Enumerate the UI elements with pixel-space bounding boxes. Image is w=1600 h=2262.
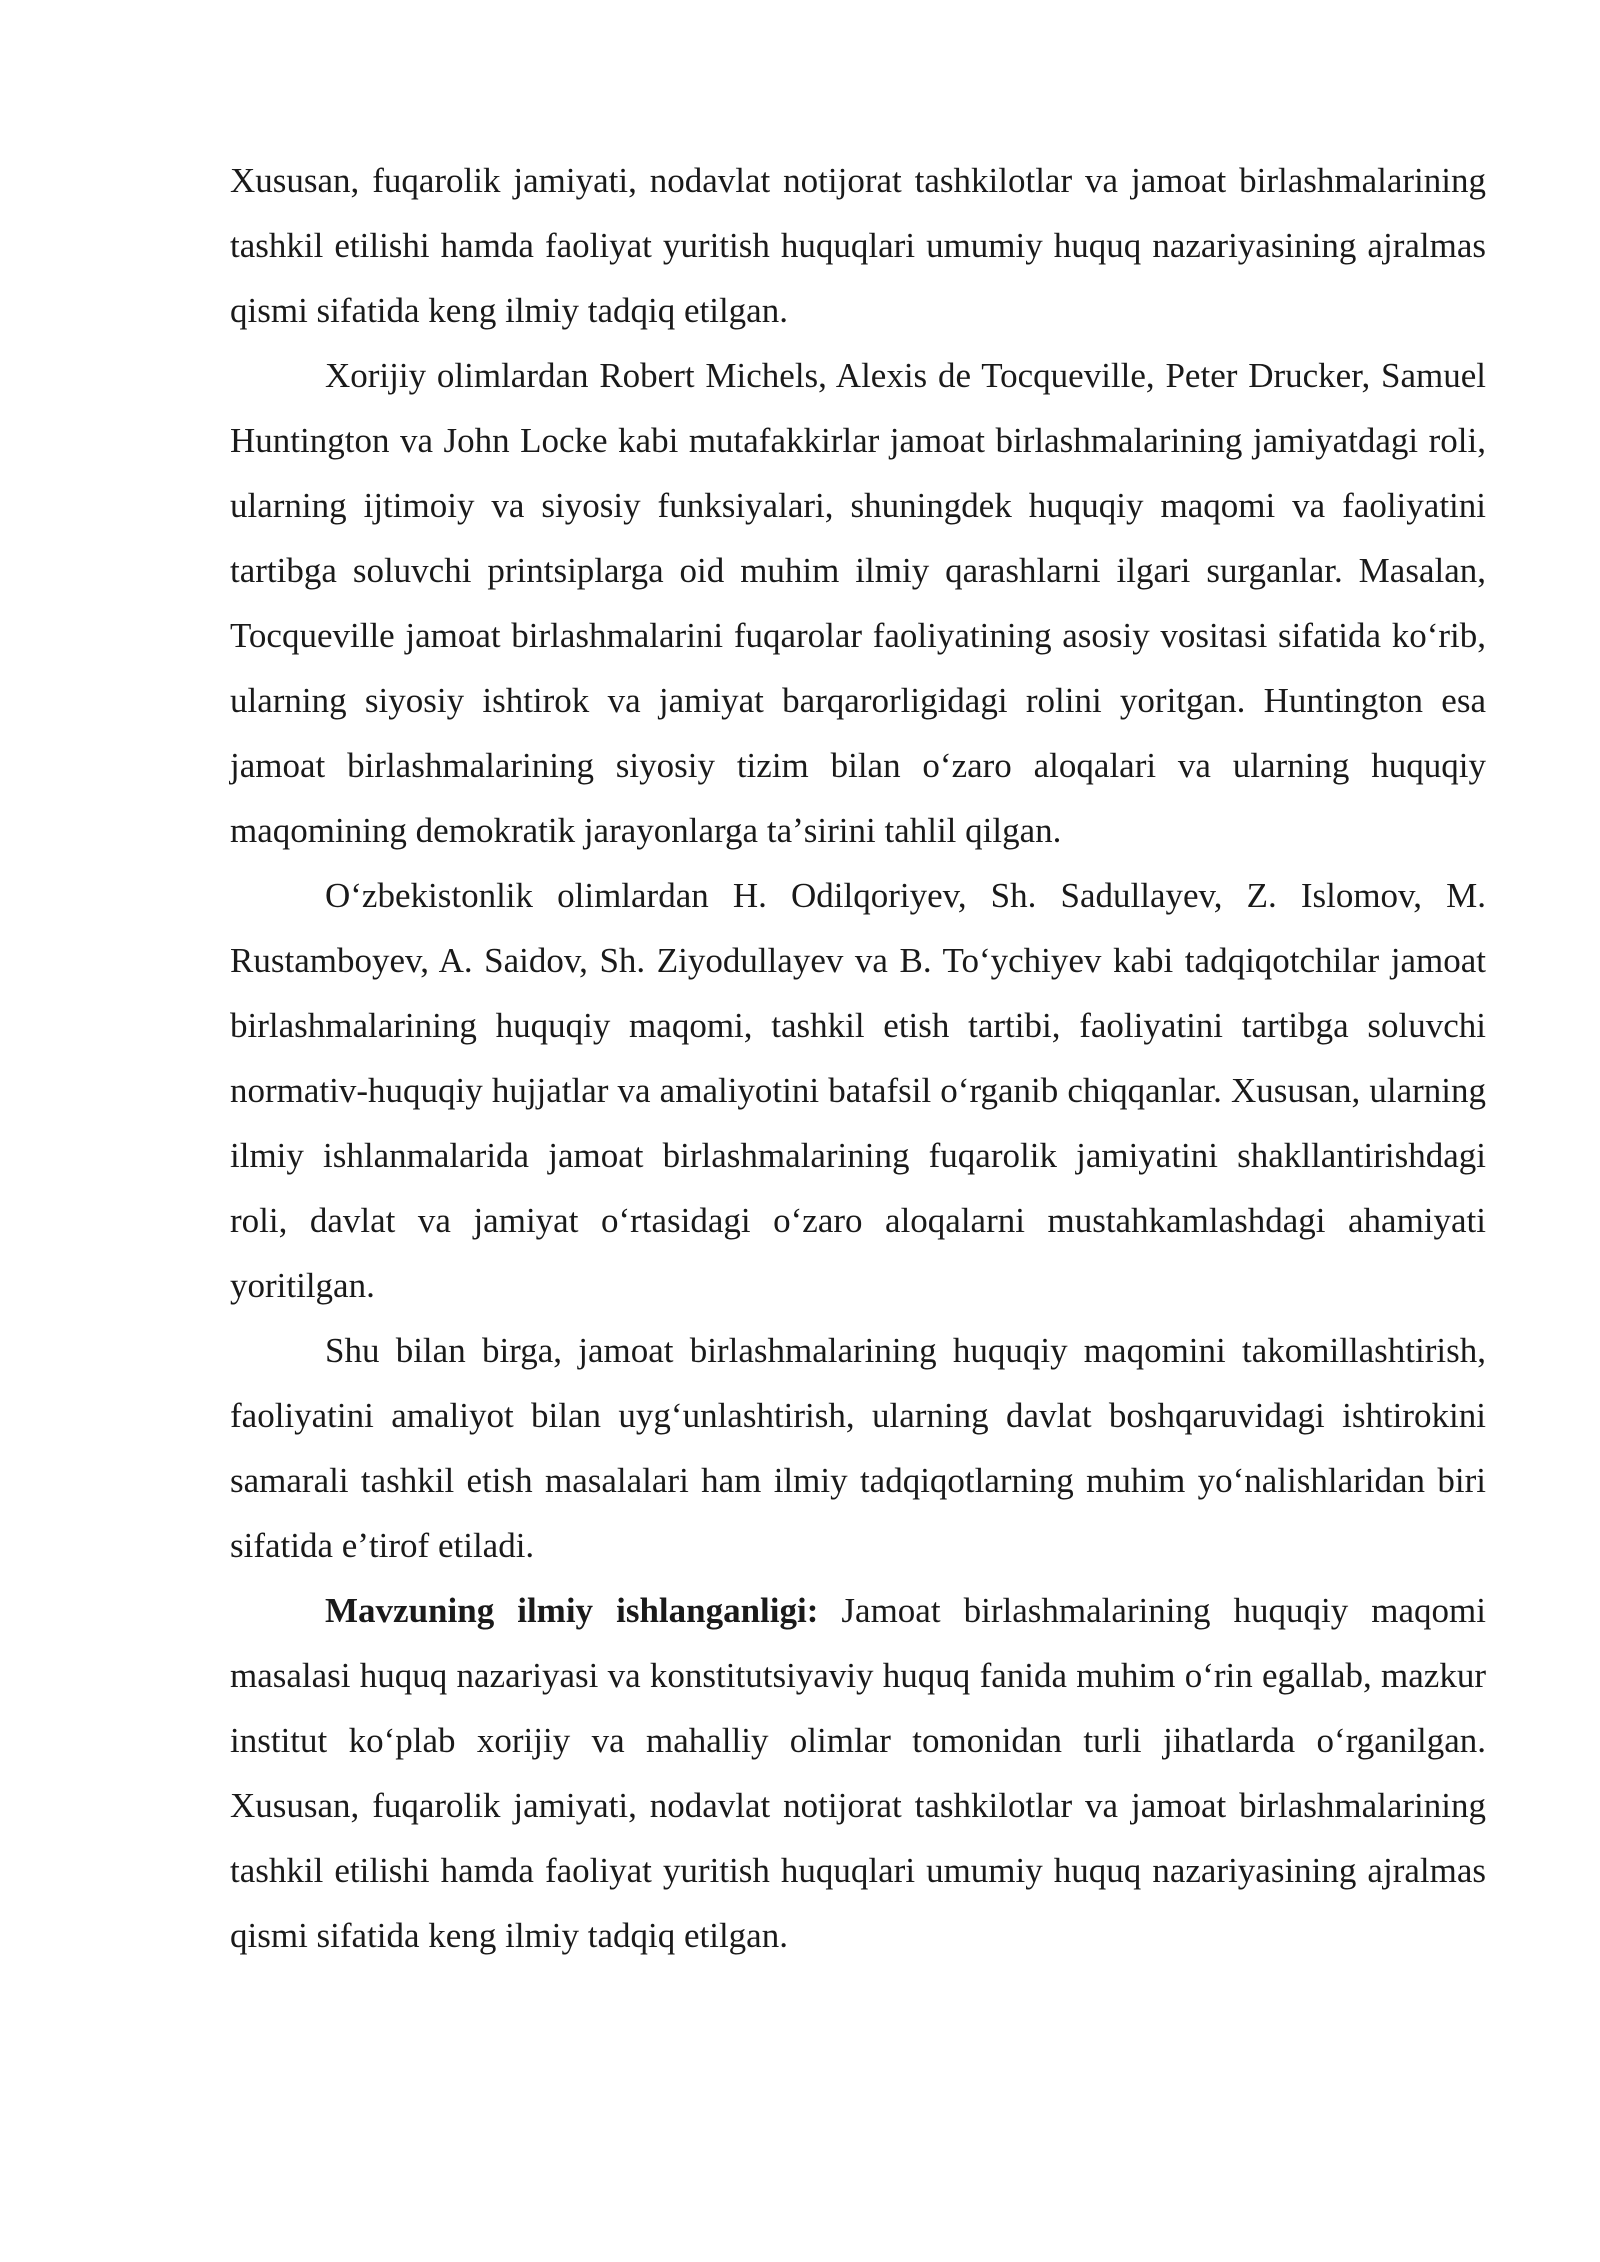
document-body (230, 148, 1486, 1968)
paragraph-foreign-scholars: Xorijiy olimlardan Robert Michels, Alexis de Tocqueville, Peter Drucker, Samuel Huntington va John Locke kabi mutafakkirlar jamoat birlashmalarining jamiyatdagi roli, ularning ijtimoiy va siyosiy funksiyalari, shuningdek huquqiy maqomi va faoliyatini tartibga soluvchi printsiplarga oid muhim ilmiy qarashlarni ilgari surganlar. Masalan, Tocqueville jamoat birlashmalarini fuqarolar faoliyatining asosiy vositasi sifatida koʻrib, ularning siyosiy ishtirok va jamiyat barqarorligidagi rolini yoritgan. Huntington esa jamoat birlashmalarining siyosiy tizim bilan oʻzaro aloqalari va ularning huquqiy maqomining demokratik jarayonlarga taʼsirini tahlil qilgan. (230, 356, 1486, 850)
section-heading: Mavzuning ilmiy ishlanganligi: (325, 1591, 819, 1630)
section-text: Jamoat birlashmalarining huquqiy maqomi masalasi huquq nazariyasi va konstitutsiyaviy huquq fanida muhim oʻrin egallab, mazkur institut koʻplab xorijiy va mahalliy olimlar tomonidan turli jihatlarda oʻrganilgan. Xususan, fuqarolik jamiyati, nodavlat notijorat tashkilotlar va jamoat birlashmalarining tashkil etilishi hamda faoliyat yuritish huquqlari umumiy huquq nazariyasining ajralmas qismi sifatida keng ilmiy tadqiq etilgan. (230, 1591, 1486, 1955)
paragraph-scientific-development (230, 1578, 1486, 1968)
paragraph-continuation: Xususan, fuqarolik jamiyati, nodavlat notijorat tashkilotlar va jamoat birlashmalarining tashkil etilishi hamda faoliyat yuritish huquqlari umumiy huquq nazariyasining ajralmas qismi sifatida keng ilmiy tadqiq etilgan. (230, 161, 1486, 330)
paragraph-research-directions: Shu bilan birga, jamoat birlashmalarining huquqiy maqomini takomillashtirish, faoliyatini amaliyot bilan uygʻunlashtirish, ularning davlat boshqaruvidagi ishtirokini samarali tashkil etish masalalari ham ilmiy tadqiqotlarning muhim yoʻnalishlaridan biri sifatida eʼtirof etiladi. (230, 1331, 1486, 1565)
paragraph-uzbek-scholars: Oʻzbekistonlik olimlardan H. Odilqoriyev, Sh. Sadullayev, Z. Islomov, M. Rustamboyev, A. Saidov, Sh. Ziyodullayev va B. Toʻychiyev kabi tadqiqotchilar jamoat birlashmalarining huquqiy maqomi, tashkil etish tartibi, faoliyatini tartibga soluvchi normativ-huquqiy hujjatlar va amaliyotini batafsil oʻrganib chiqqanlar. Xususan, ularning ilmiy ishlanmalarida jamoat birlashmalarining fuqarolik jamiyatini shakllantirishdagi roli, davlat va jamiyat oʻrtasidagi oʻzaro aloqalarni mustahkamlashdagi ahamiyati yoritilgan. (230, 876, 1486, 1305)
